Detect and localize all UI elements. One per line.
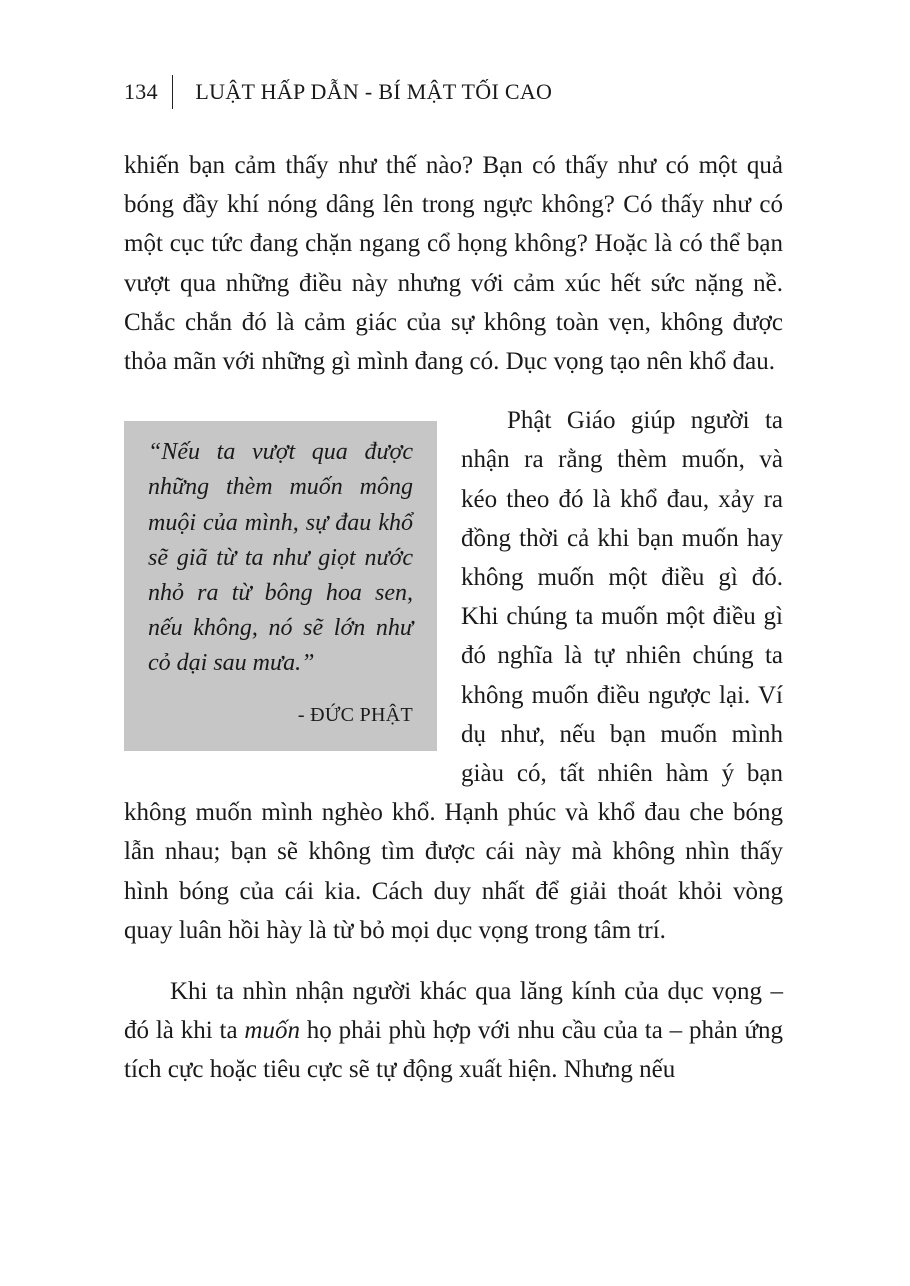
body-paragraph: khiến bạn cảm thấy như thế nào? Bạn có thấy như có một quả bóng đầy khí nóng dâng lên trong ngực không? Có thấy như có một cục tức đang chặn ngang cổ họng không? Hoặc là có thể bạn vượt qua những điều này nhưng với cảm xúc hết sức nặng nề. Chắc chắn đó là cảm giác của sự không toàn vẹn, không được thỏa mãn với những gì mình đang có. Dục vọng tạo nên khổ đau.: [124, 152, 783, 376]
header-divider: [172, 75, 174, 109]
quote-text: “Nếu ta vượt qua được những thèm muốn mông muội của mình, sự đau khổ sẽ giã từ ta như giọt nước nhỏ ra từ bông hoa sen, nếu không, nó sẽ lớn như cỏ dại sau mưa.”: [148, 439, 413, 677]
book-title: LUẬT HẤP DẪN - BÍ MẬT TỐI CAO: [195, 79, 553, 104]
running-header: [124, 72, 552, 112]
pull-quote-box: [124, 421, 437, 751]
emphasis-text: muốn: [244, 1017, 300, 1045]
paragraph-text: họ phải phù hợp với nhu cầu của ta – phản ứng tích cực hoặc tiêu cực sẽ tự động xuất hiện. Nhưng nếu: [124, 1017, 783, 1084]
page-body: [124, 146, 783, 1090]
body-paragraph: [124, 972, 783, 1090]
paragraph-text: Khi ta nhìn nhận người khác qua lăng kính của dục vọng – đó là khi ta: [124, 978, 783, 1045]
quote-author: - ĐỨC PHẬT: [297, 703, 413, 726]
page-number: 134: [124, 79, 158, 104]
body-paragraph: Phật Giáo giúp người ta nhận ra rằng thèm muốn, và kéo theo đó là khổ đau, xảy ra đồng thời cả khi bạn muốn hay không muốn một điều gì đó. Khi chúng ta muốn một điều gì đó nghĩa là tự nhiên chúng ta không muốn điều ngược lại. Ví dụ như, nếu bạn muốn mình giàu có, tất nhiên hàm ý bạn không muốn mình nghèo khổ. Hạnh phúc và khổ đau che bóng lẫn nhau; bạn sẽ không tìm được cái này mà không nhìn thấy hình bóng của cái kia. Cách duy nhất để giải thoát khỏi vòng quay luân hồi hày là từ bỏ mọi dục vọng trong tâm trí.: [124, 407, 783, 944]
